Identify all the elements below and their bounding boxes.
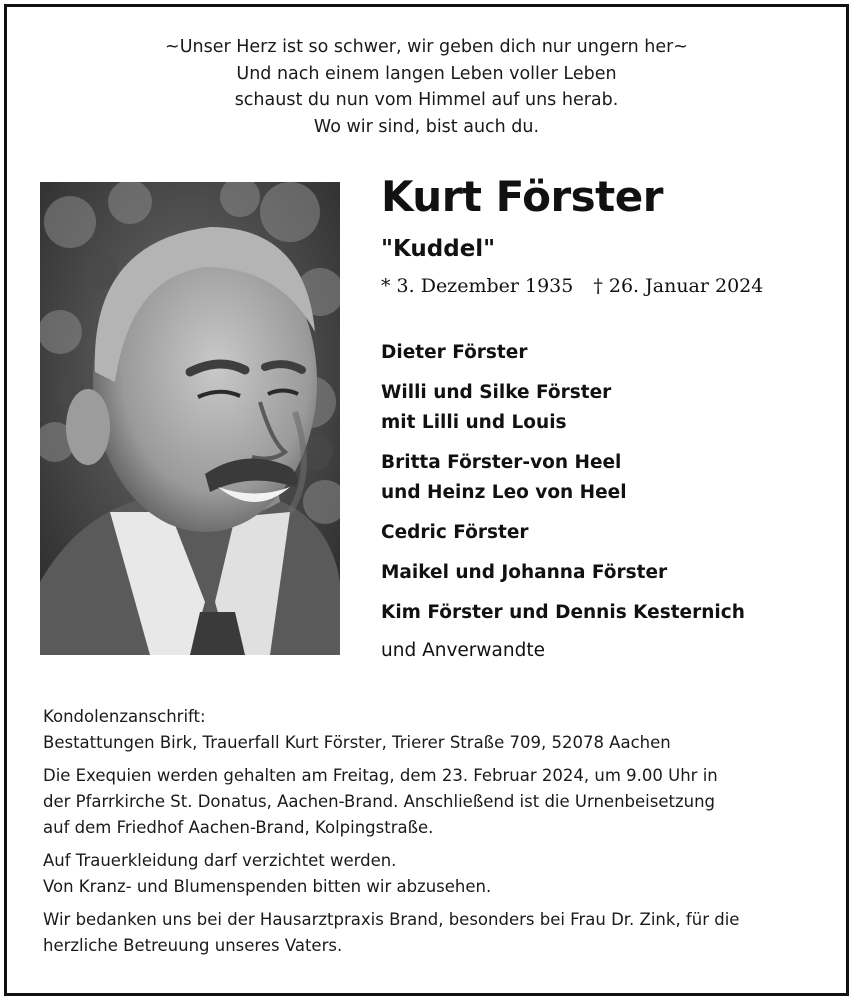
birth-date: * 3. Dezember 1935 bbox=[381, 275, 574, 297]
attire-info bbox=[43, 848, 813, 900]
poem-line: ~Unser Herz ist so schwer, wir geben dich nur ungern her~ bbox=[165, 37, 688, 57]
service-line: auf dem Friedhof Aachen-Brand, Kolpingstraße. bbox=[43, 818, 434, 837]
family-group bbox=[381, 558, 831, 588]
thanks-info bbox=[43, 907, 813, 959]
portrait-photo bbox=[40, 182, 340, 655]
thanks-line: herzliche Betreuung unseres Vaters. bbox=[43, 936, 343, 955]
poem-line: Wo wir sind, bist auch du. bbox=[313, 116, 540, 137]
family-group bbox=[381, 598, 831, 628]
attire-line: Auf Trauerkleidung darf verzichtet werden. bbox=[43, 851, 397, 870]
family-list bbox=[381, 338, 831, 666]
address-text: Bestattungen Birk, Trauerfall Kurt Förster, Trierer Straße 709, 52078 Aachen bbox=[43, 733, 671, 752]
family-group bbox=[381, 448, 831, 508]
condolence-address bbox=[43, 704, 813, 756]
relatives-note: und Anverwandte bbox=[381, 640, 545, 661]
family-group bbox=[381, 338, 831, 368]
family-member: Dieter Förster bbox=[381, 342, 528, 363]
family-group bbox=[381, 518, 831, 548]
poem-line: Und nach einem langen Leben voller Leben bbox=[236, 63, 617, 84]
portrait-illustration bbox=[40, 182, 340, 655]
attire-line: Von Kranz- und Blumenspenden bitten wir abzusehen. bbox=[43, 877, 492, 896]
life-dates bbox=[381, 275, 763, 297]
service-line: Die Exequien werden gehalten am Freitag, dem 23. Februar 2024, um 9.00 Uhr in bbox=[43, 766, 718, 785]
death-date: † 26. Januar 2024 bbox=[593, 275, 764, 297]
notice-details bbox=[43, 704, 813, 966]
service-info bbox=[43, 763, 813, 841]
poem bbox=[0, 34, 853, 140]
poem-line: schaust du nun vom Himmel auf uns herab. bbox=[234, 90, 619, 110]
family-member: Kim Förster und Dennis Kesternich bbox=[381, 602, 745, 623]
family-member: Maikel und Johanna Förster bbox=[381, 562, 668, 583]
family-member: Willi und Silke Förster bbox=[381, 382, 612, 403]
service-line: der Pfarrkirche St. Donatus, Aachen-Brand. Anschließend ist die Urnenbeisetzung bbox=[43, 792, 716, 811]
deceased-name: Kurt Förster bbox=[381, 172, 663, 221]
family-group bbox=[381, 378, 831, 438]
family-member: und Heinz Leo von Heel bbox=[381, 482, 627, 503]
family-member: mit Lilli und Louis bbox=[381, 412, 567, 433]
deceased-nickname: "Kuddel" bbox=[381, 236, 496, 262]
family-member: Cedric Förster bbox=[381, 522, 529, 543]
thanks-line: Wir bedanken uns bei der Hausarztpraxis Brand, besonders bei Frau Dr. Zink, für die bbox=[43, 910, 740, 929]
family-member: Britta Förster-von Heel bbox=[381, 452, 622, 473]
address-label: Kondolenzanschrift: bbox=[43, 707, 206, 726]
